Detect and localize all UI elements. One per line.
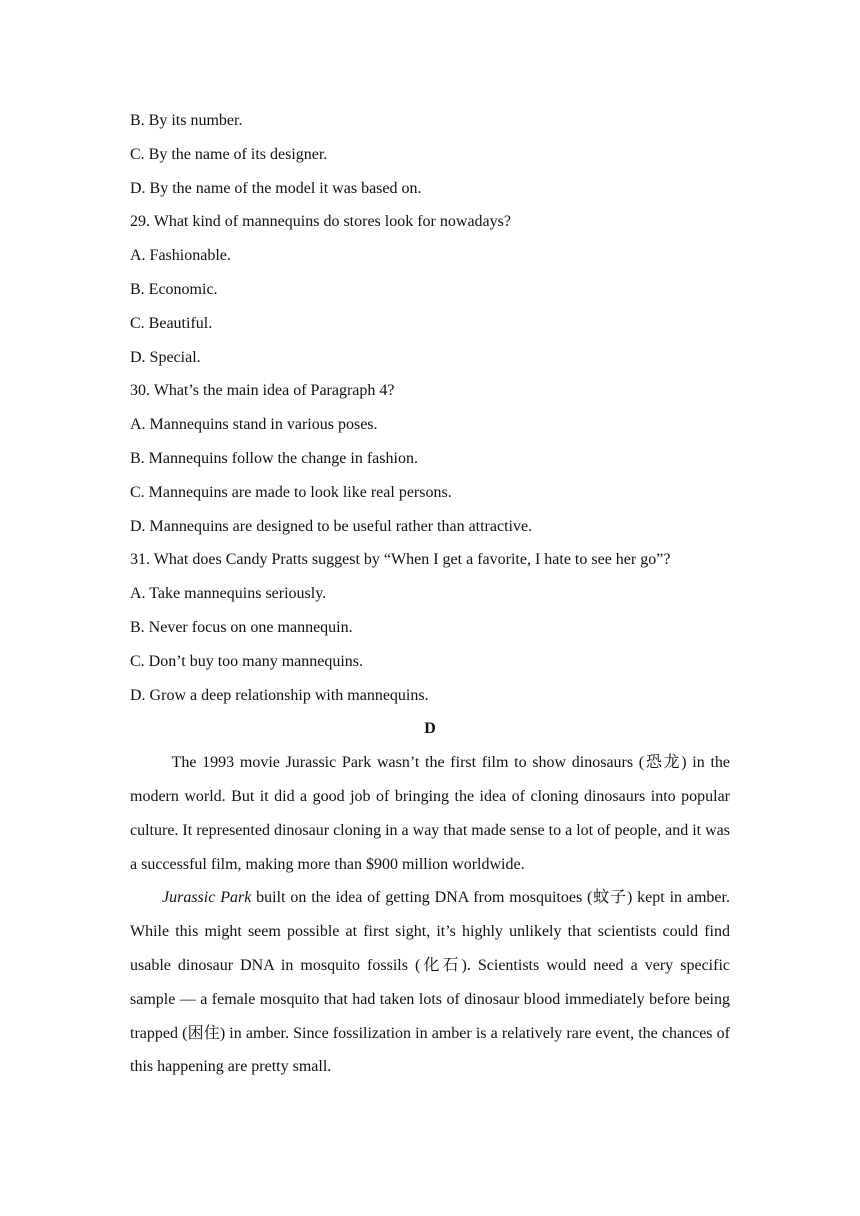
section-d-heading: D — [424, 720, 436, 738]
q31-option-c: C. Don’t buy too many mannequins. — [130, 652, 364, 670]
q31-stem: 31. What does Candy Pratts suggest by “When I get a favorite, I hate to see her go”? — [130, 551, 671, 569]
q29-option-d: D. Special. — [130, 348, 201, 366]
q30-stem: 30. What’s the main idea of Paragraph 4? — [130, 382, 395, 400]
q28-option-d: D. By the name of the model it was based on. — [130, 179, 422, 197]
q29-option-a: A. Fashionable. — [130, 247, 231, 265]
movie-title: Jurassic Park — [162, 889, 252, 907]
q28-option-b: B. By its number. — [130, 112, 243, 129]
q29-stem: 29. What kind of mannequins do stores look for nowadays? — [130, 213, 511, 231]
q28-option-c: C. By the name of its designer. — [130, 145, 328, 163]
section-d-paragraph-2 — [130, 881, 730, 1084]
q31-option-d: D. Grow a deep relationship with mannequins. — [130, 686, 429, 704]
q30-option-d: D. Mannequins are designed to be useful rather than attractive. — [130, 517, 533, 535]
q30-option-b: B. Mannequins follow the change in fashion. — [130, 449, 418, 467]
section-d-paragraph-1: The 1993 movie Jurassic Park wasn’t the first film to show dinosaurs (恐龙) in the modern world. But it did a good job of bringing the idea of cloning dinosaurs into popular culture. It represented dinosaur cloning in a way that made sense to a lot of people, and it was a successful film, making more than $900 million worldwide. — [130, 754, 730, 873]
q29-option-c: C. Beautiful. — [130, 314, 213, 332]
q30-option-a: A. Mannequins stand in various poses. — [130, 416, 378, 434]
q29-option-b: B. Economic. — [130, 280, 218, 298]
q30-option-c: C. Mannequins are made to look like real persons. — [130, 483, 452, 501]
section-d-paragraph-2-text: built on the idea of getting DNA from mosquitoes (蚊子) kept in amber. While this might seem possible at first sight, it’s highly unlikely that scientists could find usable dinosaur DNA in mosquito fossils (化石). Scientists would need a very specific sample — a female mosquito that had taken lots of dinosaur blood immediately before being trapped (困住) in amber. Since fossilization in amber is a relatively rare event, the chances of this happening are pretty small. — [130, 889, 730, 1076]
document-page — [130, 104, 730, 1084]
q31-option-a: A. Take mannequins seriously. — [130, 585, 327, 603]
q31-option-b: B. Never focus on one mannequin. — [130, 618, 353, 636]
